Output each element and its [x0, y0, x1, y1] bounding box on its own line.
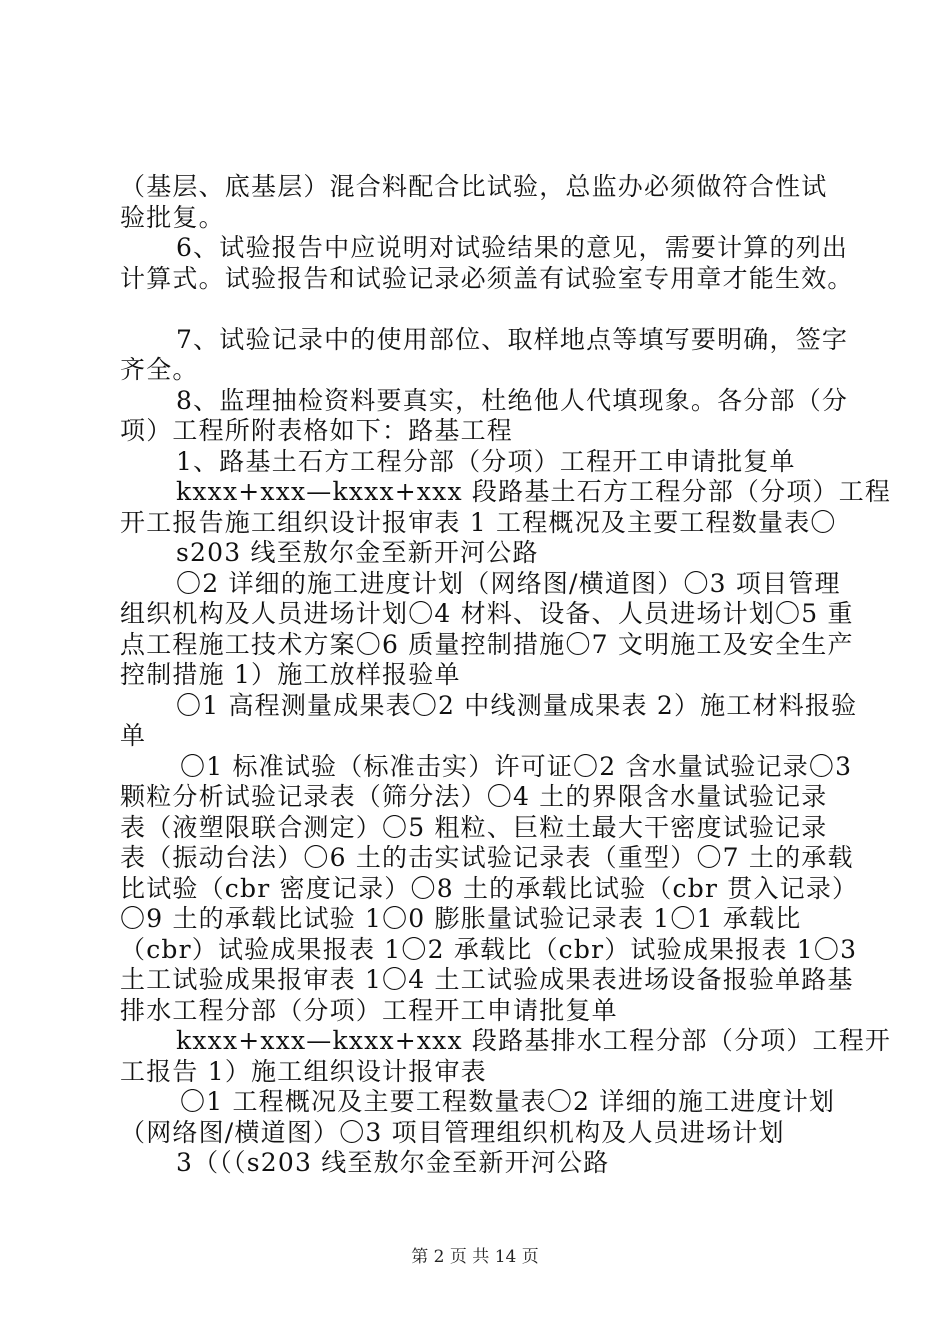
text-line: （cbr）试验成果报表 1〇2 承载比（cbr）试验成果报表 1〇3	[120, 934, 858, 964]
text-line: kxxx+xxx—kxxx+xxx 段路基排水工程分部（分项）工程开	[176, 1026, 892, 1055]
text-line: 〇9 土的承载比试验 1〇0 膨胀量试验记录表 1〇1 承载比	[120, 904, 802, 933]
text-line: kxxx+xxx—kxxx+xxx 段路基土石方工程分部（分项）工程	[176, 477, 892, 506]
text-line: 1、路基土石方工程分部（分项）工程开工申请批复单	[176, 446, 796, 476]
text-line: 〇2 详细的施工进度计划（网络图/横道图）〇3 项目管理	[176, 568, 841, 598]
text-line: 项）工程所附表格如下：路基工程	[120, 416, 514, 445]
text-line: 组织机构及人员进场计划〇4 材料、设备、人员进场计划〇5 重	[120, 599, 854, 628]
text-line: 3（（（s203 线至敖尔金至新开河公路	[176, 1148, 610, 1177]
text-line: 表（液塑限联合测定）〇5 粗粒、巨粒土最大干密度试验记录	[120, 812, 828, 842]
text-line: 表（振动台法）〇6 土的击实试验记录表（重型）〇7 土的承载	[120, 843, 854, 872]
text-line: （基层、底基层）混合料配合比试验，总监办必须做符合性试	[120, 172, 828, 201]
text-line: s203 线至敖尔金至新开河公路	[176, 538, 539, 567]
text-line: 7、试验记录中的使用部位、取样地点等填写要明确，签字	[176, 324, 849, 354]
text-line: 工报告 1）施工组织设计报审表	[120, 1056, 487, 1086]
text-line: 8、监理抽检资料要真实，杜绝他人代填现象。各分部（分	[176, 385, 849, 415]
text-line: 单	[120, 721, 147, 750]
blank-line	[120, 294, 840, 325]
text-line: 颗粒分析试验记录表（筛分法）〇4 土的界限含水量试验记录	[120, 782, 828, 811]
text-line: 〇1 高程测量成果表〇2 中线测量成果表 2）施工材料报验	[176, 690, 858, 720]
text-line: 〇1 标准试验（标准击实）许可证〇2 含水量试验记录〇3	[180, 751, 853, 781]
text-line: （网络图/横道图）〇3 项目管理组织机构及人员进场计划	[120, 1117, 785, 1147]
text-line: 排水工程分部（分项）工程开工申请批复单	[120, 995, 618, 1025]
text-line: 点工程施工技术方案〇6 质量控制措施〇7 文明施工及安全生产	[120, 629, 854, 659]
text-line: 〇1 工程概况及主要工程数量表〇2 详细的施工进度计划	[180, 1087, 836, 1116]
text-line: 土工试验成果报审表 1〇4 土工试验成果表进场设备报验单路基	[120, 965, 854, 994]
text-line: 比试验（cbr 密度记录）〇8 土的承载比试验（cbr 贯入记录）	[120, 873, 859, 903]
text-line: 齐全。	[120, 355, 199, 384]
text-line: 计算式。试验报告和试验记录必须盖有试验室专用章才能生效。	[120, 263, 854, 293]
document-body	[120, 172, 892, 1179]
text-line: 开工报告施工组织设计报审表 1 工程概况及主要工程数量表〇	[120, 507, 837, 537]
text-line: 控制措施 1）施工放样报验单	[120, 660, 461, 689]
text-line: 验批复。	[120, 202, 225, 232]
text-line: 6、试验报告中应说明对试验结果的意见，需要计算的列出	[176, 233, 849, 262]
page-number-footer: 第 2 页 共 14 页	[411, 1247, 539, 1267]
